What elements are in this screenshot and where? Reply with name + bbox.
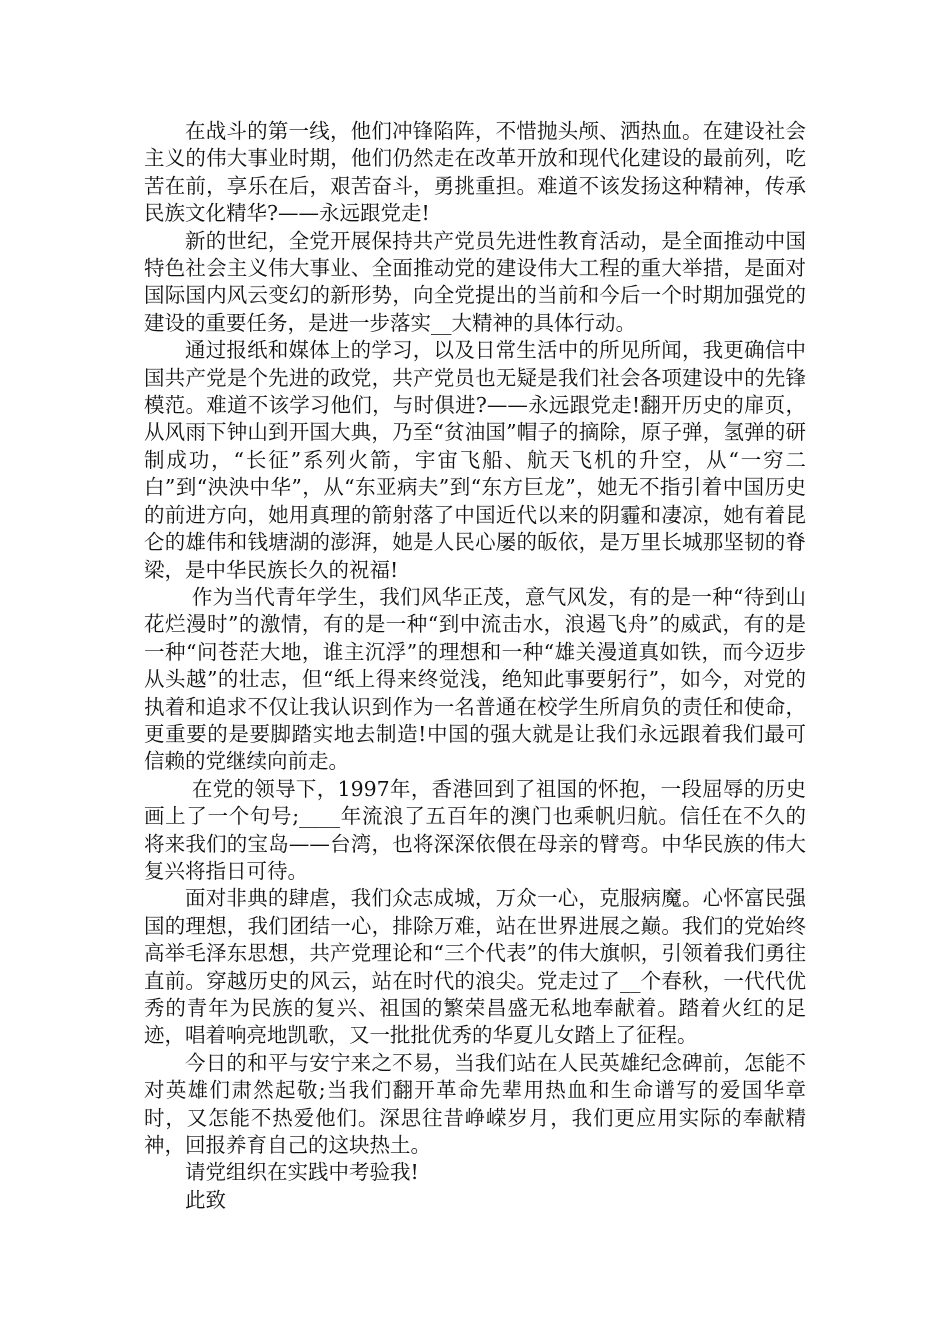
- paragraph-6: 面对非典的肆虐，我们众志成城，万众一心，克服病魔。心怀富民强国的理想，我们团结一心，排除万难，站在世界进展之巅。我们的党始终高举毛泽东思想，共产党理论和“三个代表”的伟大旗帜，引领着我们勇往直前。穿越历史的风云，站在时代的浪尖。党走过了__个春秋，一代代优秀的青年为民族的复兴、祖国的繁荣昌盛无私地奉献着。踏着火红的足迹，唱着响亮地凯歌，又一批批优秀的华夏儿女踏上了征程。: [144, 886, 806, 1048]
- paragraph-4: 作为当代青年学生，我们风华正茂，意气风发，有的是一种“待到山花烂漫时”的激情，有的是一种“到中流击水，浪遏飞舟”的威武，有的是一种“问苍茫大地，谁主沉浮”的理想和一种“雄关漫道真如铁，而今迈步从头越”的壮志，但“纸上得来终觉浅，绝知此事要躬行”，如今，对党的执着和追求不仅让我认识到作为一名普通在校学生所肩负的责任和使命，更重要的是要脚踏实地去制造!中国的强大就是让我们永远跟着我们最可信赖的党继续向前走。: [144, 584, 806, 774]
- paragraph-3: 通过报纸和媒体上的学习，以及日常生活中的所见所闻，我更确信中国共产党是个先进的政党，共产党员也无疑是我们社会各项建设中的先锋模范。难道不该学习他们，与时俱进?——永远跟党走!翻开历史的扉页，从风雨下钟山到开国大典，乃至“贫油国”帽子的摘除，原子弹，氢弹的研制成功，“长征”系列火箭，宇宙飞船、航天飞机的升空，从“一穷二白”到“泱泱中华”，从“东亚病夫”到“东方巨龙”，她无不指引着中国历史的前进方向，她用真理的箭射落了中国近代以来的阴霾和凄凉，她有着昆仑的雄伟和钱塘湖的澎湃，她是人民心屡的皈依，是万里长城那坚韧的脊梁，是中华民族长久的祝福!: [144, 338, 806, 582]
- paragraph-closing: 此致: [185, 1187, 226, 1212]
- paragraph-1: 在战斗的第一线，他们冲锋陷阵，不惜抛头颅、洒热血。在建设社会主义的伟大事业时期，他们仍然走在改革开放和现代化建设的最前列，吃苦在前，享乐在后，艰苦奋斗，勇挑重担。难道不该发扬这种精神，传承民族文化精华?——永远跟党走!: [144, 119, 806, 226]
- paragraph-7: 今日的和平与安宁来之不易，当我们站在人民英雄纪念碑前，怎能不对英雄们肃然起敬;当我们翻开革命先辈用热血和生命谱写的爱国华章时，又怎能不热爱他们。深思往昔峥嵘岁月，我们更应用实际的奉献精神，回报养育自己的这块热土。: [144, 1050, 806, 1158]
- paragraph-2: 新的世纪，全党开展保持共产党员先进性教育活动，是全面推动中国特色社会主义伟大事业、全面推动党的建设伟大工程的重大举措，是面对国际国内风云变幻的新形势，向全党提出的当前和今后一个时期加强党的建设的重要任务，是进一步落实__大精神的具体行动。: [144, 228, 806, 335]
- letter-body: [144, 118, 806, 1214]
- paragraph-5: 在党的领导下，1997年，香港回到了祖国的怀抱，一段屈辱的历史画上了一个句号;____年流浪了五百年的澳门也乘帆归航。信任在不久的将来我们的宝岛——台湾，也将深深依偎在母亲的臂弯。中华民族的伟大复兴将指日可待。: [144, 776, 806, 883]
- paragraph-request: 请党组织在实践中考验我!: [185, 1160, 419, 1185]
